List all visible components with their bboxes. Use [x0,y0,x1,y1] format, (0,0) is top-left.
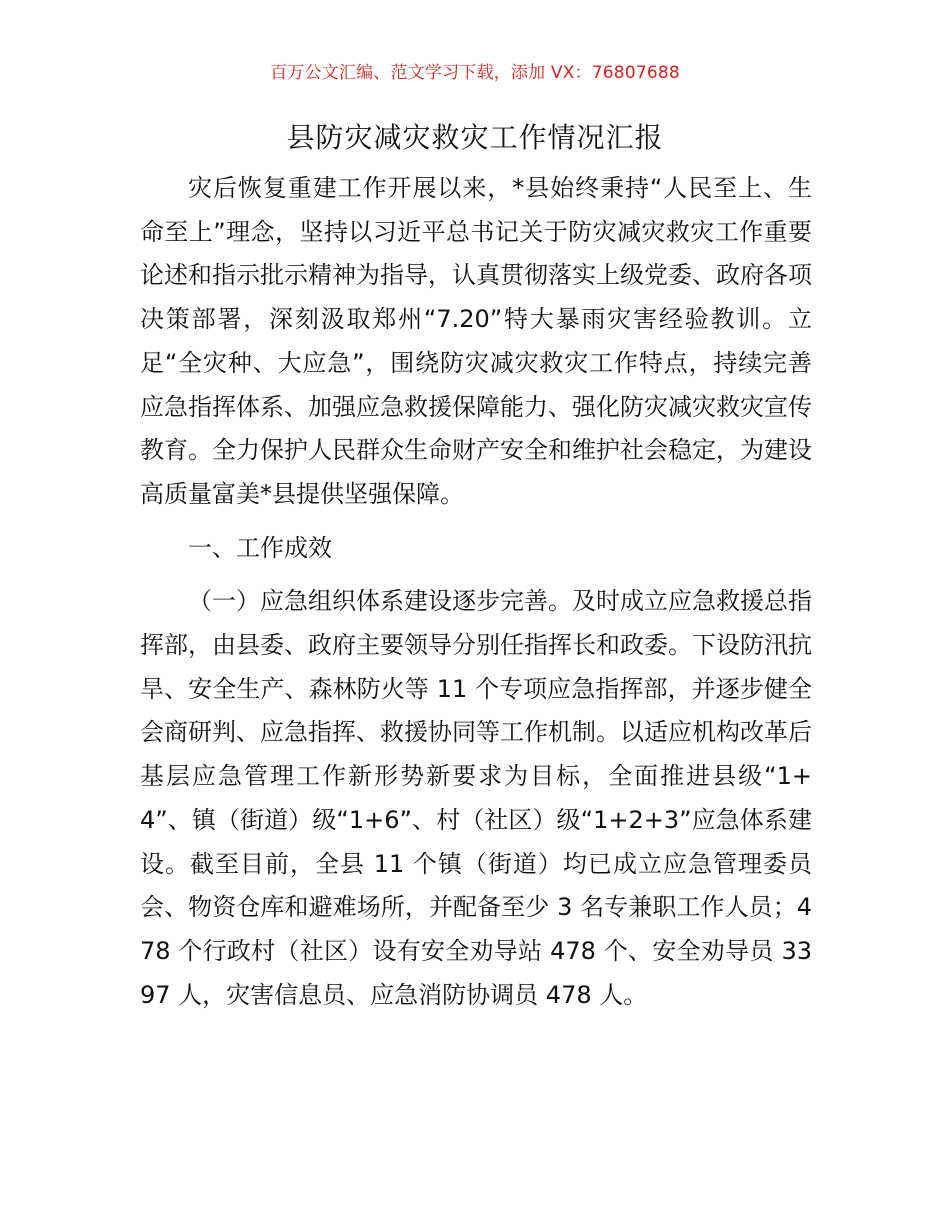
watermark-banner: 百万公文汇编、范文学习下载，添加 VX：76807688 [270,63,680,83]
document-body [140,167,812,1017]
section-heading: 一、工作成效 [188,533,332,562]
document-title: 县防灾减灾救灾工作情况汇报 [286,121,664,154]
section-paragraph: （一）应急组织体系建设逐步完善。及时成立应急救援总指挥部，由县委、政府主要领导分别任指挥长和政委。下设防汛抗旱、安全生产、森林防火等 11 个专项应急指挥部，并逐步健全会商研判、应急指挥、救援协同等工作机制。以适应机构改革后基层应急管理工作新形势新要求为目标，全面推进县级“1+4”、镇（街道）级“1+6”、村（社区）级“1+2+3”应急体系建设。截至目前，全县 11 个镇（街道）均已成立应急管理委员会、物资仓库和避难场所，并配备至少 3 名专兼职工作人员；478 个行政村（社区）设有安全劝导站 478 个、安全劝导员 3397 人，灾害信息员、应急消防协调员 478 人。 [140,587,812,1009]
intro-paragraph: 灾后恢复重建工作开展以来，*县始终秉持“人民至上、生命至上”理念，坚持以习近平总书记关于防灾减灾救灾工作重要论述和指示批示精神为指导，认真贯彻落实上级党委、政府各项决策部署，深刻汲取郑州“7.20”特大暴雨灾害经验教训。立足“全灾种、大应急”，围绕防灾减灾救灾工作特点，持续完善应急指挥体系、加强应急救援保障能力、强化防灾减灾救灾宣传教育。全力保护人民群众生命财产安全和维护社会稳定，为建设高质量富美*县提供坚强保障。 [140,174,812,508]
